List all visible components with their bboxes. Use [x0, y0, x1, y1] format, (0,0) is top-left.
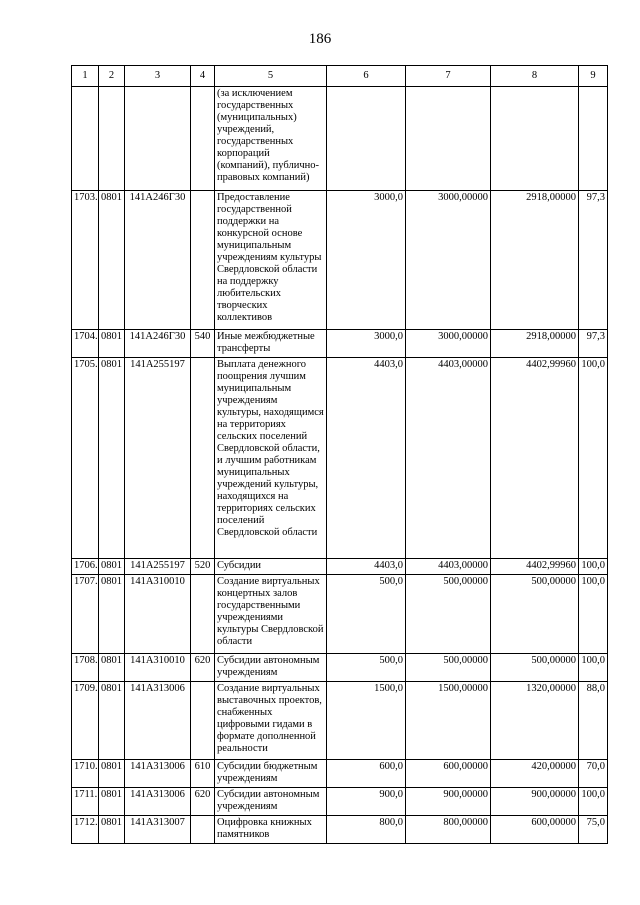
target-code: 141А246Г30 [125, 330, 191, 358]
target-code: 141А255197 [125, 358, 191, 559]
row-number: 1709. [72, 682, 99, 760]
row-number: 1708. [72, 654, 99, 682]
expense-kind-code [191, 682, 215, 760]
execution-percent: 97,3 [579, 191, 608, 330]
row-number [72, 87, 99, 191]
section-code: 0801 [99, 559, 125, 575]
column-header: 2 [99, 66, 125, 87]
column-header: 4 [191, 66, 215, 87]
column-header: 6 [327, 66, 406, 87]
row-number: 1703. [72, 191, 99, 330]
table-row [72, 788, 608, 816]
refined-amount: 4403,00000 [406, 358, 491, 559]
executed-amount: 500,00000 [491, 654, 579, 682]
execution-percent: 97,3 [579, 330, 608, 358]
executed-amount [491, 87, 579, 191]
table-row [72, 191, 608, 330]
table-row [72, 654, 608, 682]
section-code: 0801 [99, 682, 125, 760]
budget-table [71, 65, 608, 844]
expense-kind-code [191, 358, 215, 559]
header-row [72, 66, 608, 87]
item-name: Оцифровка книжных памятников [215, 816, 327, 844]
refined-amount: 800,00000 [406, 816, 491, 844]
expense-kind-code: 610 [191, 760, 215, 788]
approved-amount: 3000,0 [327, 330, 406, 358]
refined-amount: 4403,00000 [406, 559, 491, 575]
refined-amount: 900,00000 [406, 788, 491, 816]
refined-amount: 3000,00000 [406, 330, 491, 358]
page-number: 186 [308, 31, 332, 47]
target-code [125, 87, 191, 191]
refined-amount: 500,00000 [406, 575, 491, 654]
item-name: Создание виртуальных выставочных проектов, снабженных цифровыми гидами в формате дополненной реальности [215, 682, 327, 760]
executed-amount: 600,00000 [491, 816, 579, 844]
row-number: 1706. [72, 559, 99, 575]
item-name: Субсидии бюджетным учреждениям [215, 760, 327, 788]
approved-amount: 500,0 [327, 575, 406, 654]
refined-amount [406, 87, 491, 191]
approved-amount: 900,0 [327, 788, 406, 816]
column-header: 5 [215, 66, 327, 87]
item-name: Создание виртуальных концертных залов государственными учреждениями культуры Свердловской области [215, 575, 327, 654]
target-code: 141А313006 [125, 760, 191, 788]
expense-kind-code: 520 [191, 559, 215, 575]
target-code: 141А310010 [125, 575, 191, 654]
refined-amount: 500,00000 [406, 654, 491, 682]
execution-percent: 100,0 [579, 654, 608, 682]
execution-percent: 88,0 [579, 682, 608, 760]
execution-percent: 75,0 [579, 816, 608, 844]
approved-amount: 4403,0 [327, 358, 406, 559]
item-name: Выплата денежного поощрения лучшим муниципальным учреждениям культуры, находящимся на территориях сельских поселений Свердловской области, и лучшим работникам муниципальных учреждений культуры, находящихся на территориях сельских поселений Свердловской области [215, 358, 327, 559]
table-row [72, 87, 608, 191]
row-number: 1707. [72, 575, 99, 654]
target-code: 141А246Г30 [125, 191, 191, 330]
execution-percent: 100,0 [579, 575, 608, 654]
target-code: 141А310010 [125, 654, 191, 682]
expense-kind-code [191, 575, 215, 654]
execution-percent: 70,0 [579, 760, 608, 788]
row-number: 1710. [72, 760, 99, 788]
table-row [72, 816, 608, 844]
approved-amount: 600,0 [327, 760, 406, 788]
approved-amount: 3000,0 [327, 191, 406, 330]
approved-amount: 4403,0 [327, 559, 406, 575]
section-code: 0801 [99, 358, 125, 559]
expense-kind-code: 620 [191, 788, 215, 816]
item-name: Субсидии автономным учреждениям [215, 654, 327, 682]
target-code: 141А313007 [125, 816, 191, 844]
column-header: 9 [579, 66, 608, 87]
approved-amount: 800,0 [327, 816, 406, 844]
refined-amount: 1500,00000 [406, 682, 491, 760]
approved-amount: 1500,0 [327, 682, 406, 760]
executed-amount: 2918,00000 [491, 330, 579, 358]
item-name: Субсидии автономным учреждениям [215, 788, 327, 816]
column-header: 3 [125, 66, 191, 87]
execution-percent: 100,0 [579, 358, 608, 559]
target-code: 141А255197 [125, 559, 191, 575]
section-code [99, 87, 125, 191]
section-code: 0801 [99, 816, 125, 844]
item-name: Предоставление государственной поддержки на конкурсной основе муниципальным учреждениям культуры Свердловской области на поддержку любительских творческих коллективов [215, 191, 327, 330]
item-name: (за исключением государственных (муниципальных) учреждений, государственных корпораций (компаний), публично-правовых компаний) [215, 87, 327, 191]
section-code: 0801 [99, 330, 125, 358]
executed-amount: 900,00000 [491, 788, 579, 816]
section-code: 0801 [99, 654, 125, 682]
executed-amount: 420,00000 [491, 760, 579, 788]
section-code: 0801 [99, 760, 125, 788]
execution-percent: 100,0 [579, 559, 608, 575]
row-number: 1712. [72, 816, 99, 844]
approved-amount [327, 87, 406, 191]
execution-percent: 100,0 [579, 788, 608, 816]
expense-kind-code [191, 87, 215, 191]
target-code: 141А313006 [125, 682, 191, 760]
executed-amount: 2918,00000 [491, 191, 579, 330]
table-row [72, 682, 608, 760]
refined-amount: 3000,00000 [406, 191, 491, 330]
table-row [72, 575, 608, 654]
target-code: 141А313006 [125, 788, 191, 816]
refined-amount: 600,00000 [406, 760, 491, 788]
executed-amount: 4402,99960 [491, 358, 579, 559]
column-header: 8 [491, 66, 579, 87]
execution-percent [579, 87, 608, 191]
approved-amount: 500,0 [327, 654, 406, 682]
item-name: Субсидии [215, 559, 327, 575]
table-row [72, 358, 608, 559]
column-header: 7 [406, 66, 491, 87]
executed-amount: 4402,99960 [491, 559, 579, 575]
section-code: 0801 [99, 191, 125, 330]
executed-amount: 1320,00000 [491, 682, 579, 760]
table-row [72, 559, 608, 575]
item-name: Иные межбюджетные трансферты [215, 330, 327, 358]
row-number: 1711. [72, 788, 99, 816]
row-number: 1704. [72, 330, 99, 358]
expense-kind-code: 620 [191, 654, 215, 682]
expense-kind-code [191, 816, 215, 844]
row-number: 1705. [72, 358, 99, 559]
executed-amount: 500,00000 [491, 575, 579, 654]
section-code: 0801 [99, 788, 125, 816]
section-code: 0801 [99, 575, 125, 654]
table-row [72, 330, 608, 358]
expense-kind-code: 540 [191, 330, 215, 358]
column-header: 1 [72, 66, 99, 87]
table-row [72, 760, 608, 788]
expense-kind-code [191, 191, 215, 330]
